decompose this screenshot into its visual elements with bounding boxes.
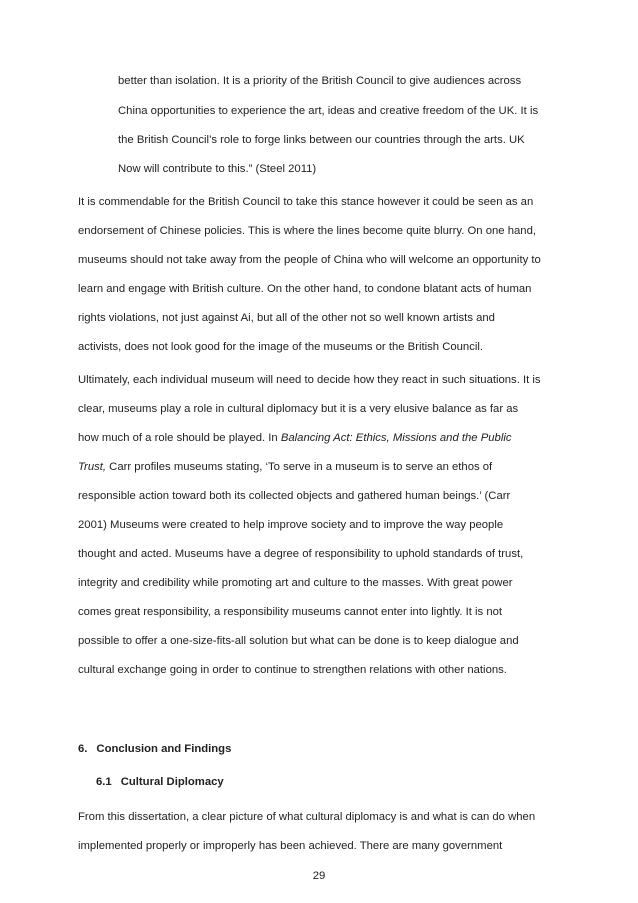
quote-line: better than isolation. It is a priority of the British Council to give audiences across [118,75,522,87]
paragraph-line: It is commendable for the British Council to take this stance however it could be seen as an [78,196,534,208]
paragraph-line: cultural exchange going in order to continue to strengthen relations with other nations. [78,664,507,676]
paragraph-line: implemented properly or improperly has been achieved. There are many government [78,840,503,852]
paragraph-text: Carr profiles museums stating, ‘To serve in a museum is to serve an ethos of [106,461,493,473]
paragraph-line: endorsement of Chinese policies. This is where the lines become quite blurry. On one hand, [78,225,536,237]
paragraph-line: rights violations, not just against Ai, but all of the other not so well known artists and [78,312,495,324]
paragraph-line: learn and engage with British culture. On the other hand, to condone blatant acts of human [78,283,532,295]
quote-line: Now will contribute to this.” (Steel 2011) [118,163,317,175]
subsection-heading [96,775,224,789]
page-number: 29 [312,870,326,882]
section-number: 6. [78,743,88,755]
book-title: Trust, [78,461,107,473]
paragraph-line: 2001) Museums were created to help improve society and to improve the way people [78,519,504,531]
paragraph-line [78,460,492,474]
subsection-title: Cultural Diplomacy [120,776,224,788]
paragraph-line: integrity and credibility while promoting art and culture to the masses. With great power [78,577,513,589]
paragraph-line: activists, does not look good for the image of the museums or the British Council. [78,341,484,353]
paragraph-line: From this dissertation, a clear picture of what cultural diplomacy is and what is can do when [78,811,536,823]
book-title: Balancing Act: Ethics, Missions and the Public [280,432,512,444]
section-heading [78,742,231,756]
paragraph-line: museums should not take away from the people of China who will welcome an opportunity to [78,254,541,266]
quote-line: the British Council’s role to forge links between our countries through the arts. UK [118,134,525,146]
paragraph-line: clear, museums play a role in cultural diplomacy but it is a very elusive balance as far as [78,403,519,415]
quote-line: China opportunities to experience the art, ideas and creative freedom of the UK. It is [118,105,539,117]
paragraph-line: Ultimately, each individual museum will need to decide how they react in such situations. It is [78,374,541,386]
paragraph-line: responsible action toward both its collected objects and gathered human beings.’ (Carr [78,490,511,502]
paragraph-line: possible to offer a one-size-fits-all solution but what can be done is to keep dialogue and [78,635,519,647]
paragraph-line: thought and acted. Museums have a degree of responsibility to uphold standards of trust, [78,548,524,560]
paragraph-line [78,431,512,445]
paragraph-line: comes great responsibility, a responsibility museums cannot enter into lightly. It is not [78,606,503,618]
paragraph-text: how much of a role should be played. In [78,432,281,444]
section-title: Conclusion and Findings [96,743,232,755]
subsection-number: 6.1 [96,776,112,788]
